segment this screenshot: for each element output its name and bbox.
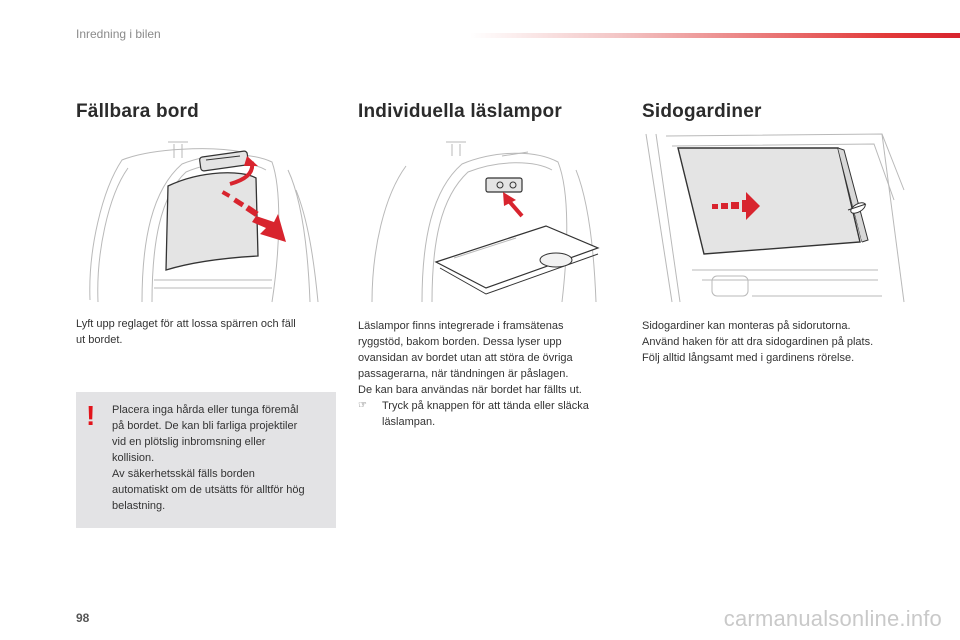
exclamation-icon: ! (86, 400, 96, 431)
text-line: Använd haken för att dra sidogardinen på plats. (642, 336, 874, 348)
pointing-hand-icon: ☞ (358, 400, 367, 411)
text-line: Sidogardiner kan monteras på sidorutorna. (642, 320, 851, 332)
section-title-sidogardiner: Sidogardiner (642, 101, 762, 122)
section-title-laslampor: Individuella läslampor (358, 101, 562, 122)
text-line: Lyft upp reglaget för att lossa spärren och fäll (76, 318, 296, 330)
text-line: passagerarna, när tändningen är påslagen. (358, 368, 569, 380)
bullet-text (382, 398, 589, 430)
folding-table-text (76, 316, 341, 348)
text-line: på bordet. De kan bli farliga projektiler (112, 420, 298, 432)
text-line: läslampan. (382, 416, 436, 428)
text-line: ryggstöd, bakom borden. Dessa lyser upp (358, 336, 562, 348)
reading-lamp-illustration (366, 130, 616, 306)
warning-box (76, 392, 336, 528)
side-curtain-text (642, 318, 917, 366)
text-line: Av säkerhetsskäl fälls borden (112, 468, 255, 480)
text-line: Placera inga hårda eller tunga föremål (112, 404, 299, 416)
warning-text (112, 402, 330, 514)
text-line: Följ alltid långsamt med i gardinens rörelse. (642, 352, 855, 364)
text-line: belastning. (112, 500, 166, 512)
side-curtain-illustration (642, 130, 906, 306)
folding-table-illustration (82, 130, 332, 306)
text-line: ut bordet. (76, 334, 123, 346)
watermark: carmanualsonline.info (723, 606, 942, 631)
text-line: ovansidan av bordet utan att störa de övriga (358, 352, 573, 364)
text-line: De kan bara användas när bordet har fällts ut. (358, 384, 582, 396)
text-line: vid en plötslig inbromsning eller (112, 436, 266, 448)
text-line: automatiskt om de utsätts för alltför hög (112, 484, 305, 496)
instruction-bullet (358, 398, 628, 430)
page-number: 98 (76, 611, 90, 625)
section-title-fallbara-bord: Fällbara bord (76, 101, 199, 122)
text-line: Tryck på knappen för att tända eller släcka (382, 400, 589, 412)
text-line: Läslampor finns integrerade i framsätenas (358, 320, 564, 332)
text-line: kollision. (112, 452, 155, 464)
header-section-title: Inredning i bilen (76, 27, 161, 41)
reading-lamp-text (358, 318, 628, 430)
header-accent-bar (470, 33, 960, 38)
